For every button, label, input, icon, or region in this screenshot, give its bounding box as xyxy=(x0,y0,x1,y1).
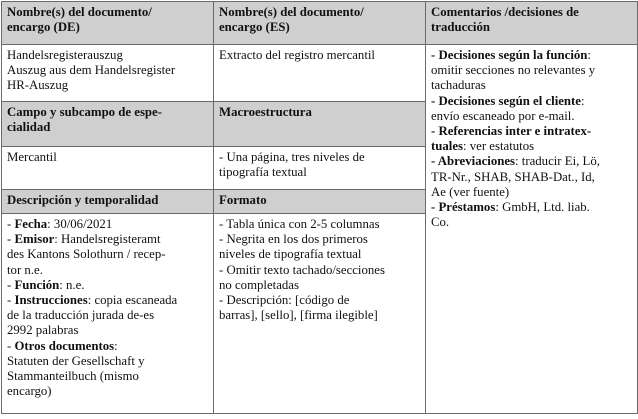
instructions-value: : copia escaneada xyxy=(87,293,178,308)
doc-name-de-line: Handelsregisterauszug xyxy=(7,48,123,62)
comment-client-label: - Decisiones según el cliente xyxy=(431,93,581,108)
macrostructure-line: - Una página, tres niveles de xyxy=(219,150,365,164)
comment-abbreviations-value: Ae (ver fuente) xyxy=(431,184,510,199)
header-macrostructure-line: Macroestructura xyxy=(219,105,312,119)
issuer-value: : Handelsregisteramt xyxy=(54,232,161,247)
header-name-es-line: encargo (ES) xyxy=(219,20,290,35)
comment-function-colon: : xyxy=(587,48,591,62)
comment-loans-value: : GmbH, Ltd. liab. xyxy=(495,200,590,215)
field-cell xyxy=(2,147,214,190)
function-value: : n.e. xyxy=(59,277,85,292)
format-line: - Tabla única con 2-5 columnas xyxy=(219,217,380,231)
issuer-label: Emisor xyxy=(14,232,55,247)
comment-function-label: - Decisiones según la función xyxy=(431,48,588,62)
header-format-line: Formato xyxy=(219,193,267,207)
description-cell: - Fecha: 30/06/2021 - Emisor: Handelsregisteramt des Kantons Solothurn / recep- tor n.e. - Función: n.e. - Instrucciones: copia escaneada de la traducción jurada de-es 2992 palabras - Otros documentos: Statuten der Gesellschaft y Stammanteilbuch (mismo encargo) xyxy=(2,214,214,414)
document-sheet-table xyxy=(1,1,638,414)
format-cell xyxy=(214,214,426,414)
header-field xyxy=(2,102,214,147)
issuer-value: des Kantons Solothurn / recep- xyxy=(7,247,166,262)
comment-abbreviations-value: : traducir Ei, Lö, xyxy=(515,154,600,169)
other-docs-value: Statuten der Gesellschaft y xyxy=(7,353,145,368)
doc-name-de-line: HR-Auszug xyxy=(7,78,69,93)
macrostructure-line: tipografía textual xyxy=(219,165,307,180)
issuer-value: tor n.e. xyxy=(7,262,43,277)
other-docs-value: encargo) xyxy=(7,384,52,399)
comment-abbreviations-value: TR-Nr., SHAB, SHAB-Dat., Id, xyxy=(431,169,595,184)
doc-name-de-line: Auszug aus dem Handelsregister xyxy=(7,63,176,78)
format-line: - Descripción: [código de xyxy=(219,293,350,308)
macrostructure-cell xyxy=(214,147,426,190)
header-description-line: Descripción y temporalidad xyxy=(7,193,159,207)
comment-loans-value: Co. xyxy=(431,215,450,230)
function-label: Función xyxy=(14,277,60,292)
comment-references-label: - Referencias inter e intratex- xyxy=(431,124,592,139)
header-description xyxy=(2,190,214,214)
comment-references-label: tuales xyxy=(431,139,463,154)
comment-client-colon: : xyxy=(580,93,585,108)
format-line: - Omitir texto tachado/secciones xyxy=(219,262,385,277)
date-value: : 30/06/2021 xyxy=(47,217,113,231)
instructions-value: de la traducción jurada de-es xyxy=(7,308,155,323)
header-field-line: Campo y subcampo de espe- xyxy=(7,105,162,119)
date-label: Fecha xyxy=(14,217,48,231)
table-row xyxy=(2,45,638,102)
other-docs-colon: : xyxy=(114,338,118,353)
other-docs-label: Otros documentos xyxy=(14,338,115,353)
doc-name-es-cell xyxy=(214,45,426,102)
header-comments xyxy=(426,2,638,45)
format-line: no completadas xyxy=(219,277,299,292)
comments-cell xyxy=(426,45,638,414)
header-name-de-line: encargo (DE) xyxy=(7,20,80,35)
comment-function-value: omitir secciones no relevantes y xyxy=(431,63,596,78)
header-format xyxy=(214,190,426,214)
header-field-line: cialidad xyxy=(7,120,51,135)
doc-name-de-cell xyxy=(2,45,214,102)
other-docs-value: Stammanteilbuch (mismo xyxy=(7,369,139,384)
table-row xyxy=(2,2,638,45)
comment-function-value: tachaduras xyxy=(431,78,486,93)
doc-name-es-line: Extracto del registro mercantil xyxy=(219,48,375,62)
header-name-es-line: Nombre(s) del documento/ xyxy=(219,5,364,19)
header-name-de xyxy=(2,2,214,45)
document-page xyxy=(0,1,638,419)
format-line: - Negrita en los dos primeros xyxy=(219,232,368,247)
instructions-label: Instrucciones xyxy=(14,293,88,308)
instructions-value: 2992 palabras xyxy=(7,323,79,338)
header-comments-line: traducción xyxy=(431,20,491,35)
comment-abbreviations-label: - Abreviaciones xyxy=(431,154,516,169)
field-value: Mercantil xyxy=(7,150,57,164)
header-name-es xyxy=(214,2,426,45)
header-macrostructure xyxy=(214,102,426,147)
header-name-de-line: Nombre(s) del documento/ xyxy=(7,5,152,19)
format-line: niveles de tipografía textual xyxy=(219,247,362,262)
format-line: barras], [sello], [firma ilegible] xyxy=(219,308,378,323)
comment-references-value: : ver estatutos xyxy=(463,139,535,154)
header-comments-line: Comentarios /decisiones de xyxy=(431,5,579,19)
comment-client-value: envío escaneado por e-mail. xyxy=(431,108,575,123)
comment-loans-label: - Préstamos xyxy=(431,200,496,215)
